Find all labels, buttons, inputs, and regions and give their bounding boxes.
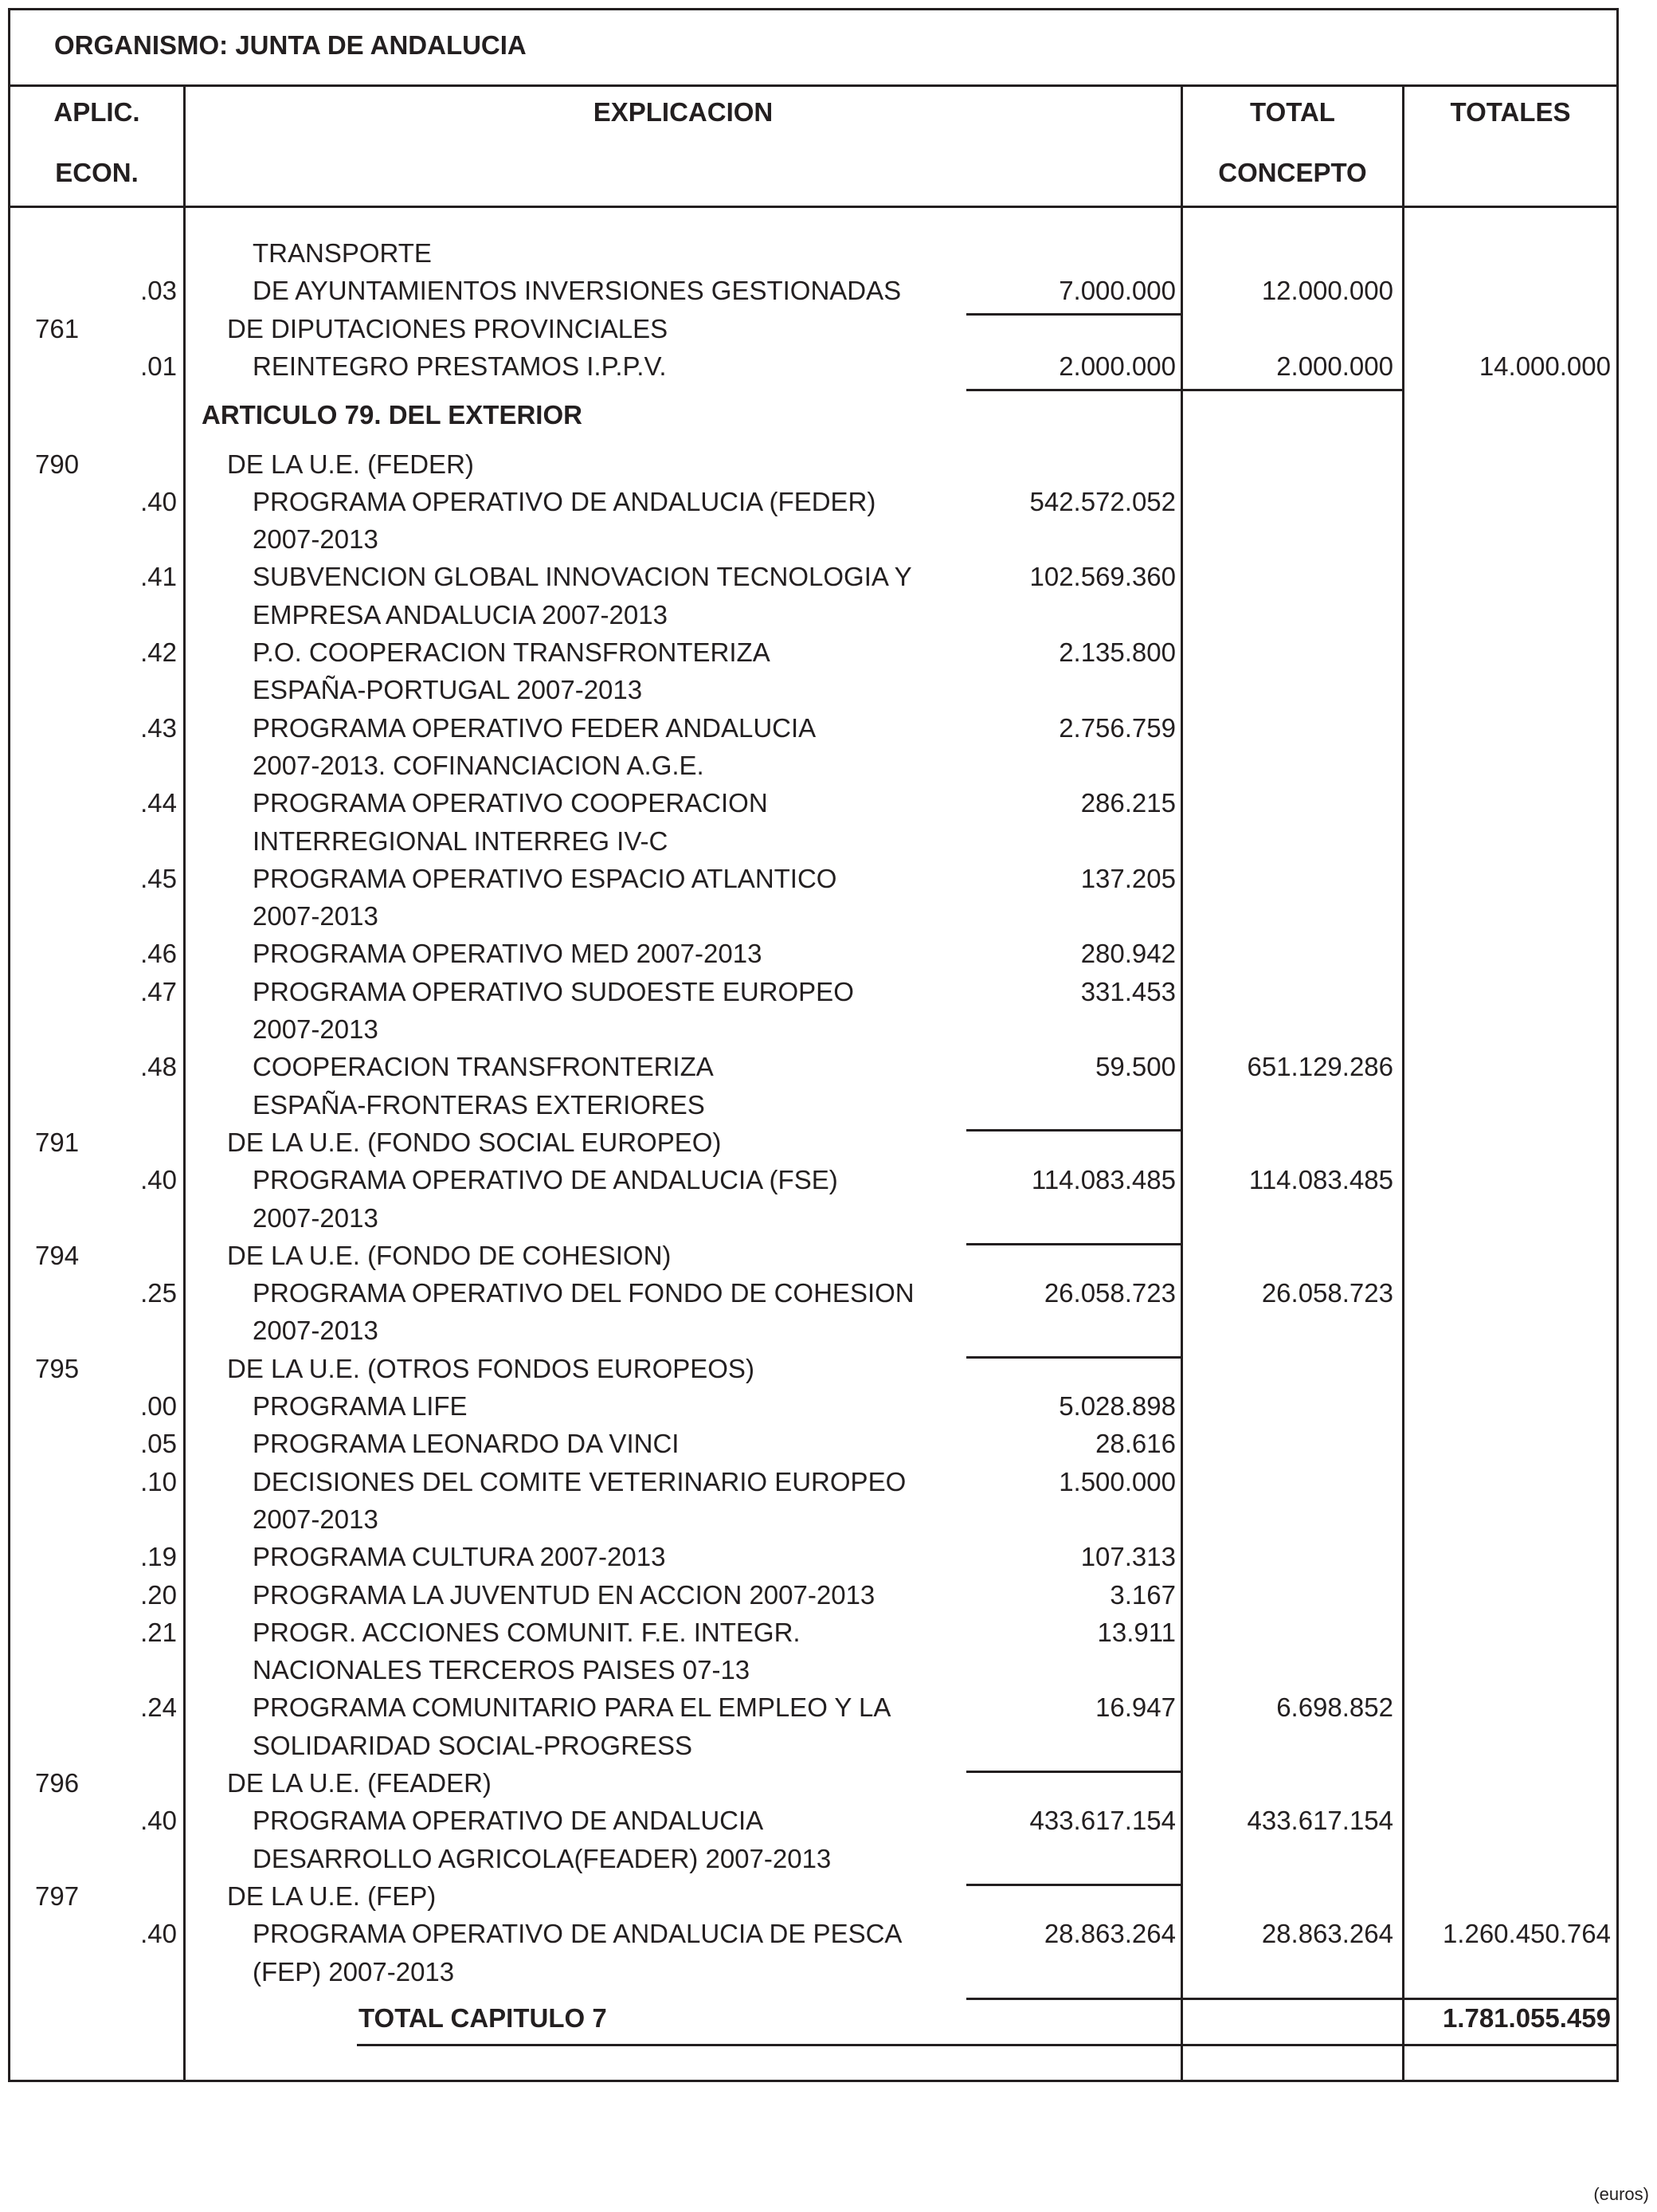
- row-amount: 13.911: [1097, 1618, 1176, 1647]
- row-explicacion: 2007-2013: [253, 1316, 378, 1345]
- row-explicacion: EMPRESA ANDALUCIA 2007-2013: [253, 600, 668, 629]
- row-explicacion: DE LA U.E. (FEADER): [227, 1768, 492, 1798]
- organismo-title: ORGANISMO: JUNTA DE ANDALUCIA: [54, 30, 527, 60]
- row-explicacion: (FEP) 2007-2013: [253, 1957, 455, 1986]
- row-explicacion: 2007-2013: [253, 524, 378, 554]
- subtotal-rule: [966, 1998, 1619, 2000]
- row-amount: 28.616: [1095, 1429, 1176, 1458]
- row-subcode: .44: [140, 788, 177, 818]
- row-totales: 1.260.450.764: [1442, 1919, 1611, 1948]
- row-total-concepto: 651.129.286: [1247, 1052, 1393, 1081]
- row-explicacion: PROGRAMA OPERATIVO DE ANDALUCIA (FEDER): [253, 487, 876, 516]
- header-econ: ECON.: [55, 158, 139, 187]
- row-total-concepto: 28.863.264: [1261, 1919, 1393, 1948]
- header-aplic: APLIC.: [53, 97, 140, 127]
- row-explicacion: DE LA U.E. (FONDO SOCIAL EUROPEO): [227, 1128, 722, 1157]
- row-amount: 2.000.000: [1059, 351, 1176, 381]
- subtotal-rule: [966, 1129, 1181, 1131]
- row-explicacion: PROGRAMA OPERATIVO DE ANDALUCIA (FSE): [253, 1165, 838, 1194]
- row-explicacion: 2007-2013: [253, 1203, 378, 1233]
- row-code: 795: [35, 1354, 80, 1383]
- row-explicacion: INTERREGIONAL INTERREG IV-C: [253, 826, 668, 856]
- row-amount: 286.215: [1080, 788, 1176, 818]
- row-amount: 5.028.898: [1059, 1391, 1176, 1421]
- row-explicacion: PROGRAMA LA JUVENTUD EN ACCION 2007-2013: [253, 1580, 876, 1610]
- row-subcode: .40: [140, 487, 177, 516]
- row-subcode: .46: [140, 939, 177, 968]
- row-explicacion: DECISIONES DEL COMITE VETERINARIO EUROPEO: [253, 1467, 907, 1496]
- row-subcode: .41: [140, 562, 177, 591]
- row-explicacion: DE AYUNTAMIENTOS INVERSIONES GESTIONADAS: [253, 276, 902, 305]
- row-explicacion: DE DIPUTACIONES PROVINCIALES: [227, 314, 668, 343]
- row-explicacion: PROGRAMA OPERATIVO DEL FONDO DE COHESION: [253, 1278, 915, 1308]
- total-capitulo-label: TOTAL CAPITULO 7: [358, 2003, 607, 2033]
- row-explicacion: ESPAÑA-FRONTERAS EXTERIORES: [253, 1090, 705, 1120]
- row-amount: 2.135.800: [1059, 637, 1176, 667]
- row-subcode: .19: [140, 1542, 177, 1571]
- row-subcode: .42: [140, 637, 177, 667]
- subtotal-rule: [966, 1243, 1181, 1245]
- row-explicacion: PROGRAMA OPERATIVO MED 2007-2013: [253, 939, 762, 968]
- row-explicacion: PROGRAMA OPERATIVO ESPACIO ATLANTICO: [253, 864, 837, 893]
- row-explicacion: 2007-2013: [253, 901, 378, 931]
- row-code: 761: [35, 314, 80, 343]
- row-subcode: .25: [140, 1278, 177, 1308]
- row-amount: 26.058.723: [1044, 1278, 1176, 1308]
- row-explicacion: P.O. COOPERACION TRANSFRONTERIZA: [253, 637, 770, 667]
- row-explicacion: 2007-2013. COFINANCIACION A.G.E.: [253, 751, 704, 780]
- row-subcode: .47: [140, 977, 177, 1006]
- row-subcode: .40: [140, 1919, 177, 1948]
- subtotal-rule: [966, 1771, 1181, 1773]
- row-explicacion: REINTEGRO PRESTAMOS I.P.P.V.: [253, 351, 667, 381]
- subtotal-rule: [966, 389, 1402, 391]
- row-explicacion: ESPAÑA-PORTUGAL 2007-2013: [253, 675, 643, 704]
- row-explicacion: DE LA U.E. (FONDO DE COHESION): [227, 1241, 672, 1270]
- row-total-concepto: 12.000.000: [1261, 276, 1393, 305]
- row-subcode: .00: [140, 1391, 177, 1421]
- row-explicacion: DESARROLLO AGRICOLA(FEADER) 2007-2013: [253, 1844, 832, 1873]
- row-explicacion: DE LA U.E. (FEDER): [227, 449, 474, 479]
- row-amount: 16.947: [1095, 1692, 1176, 1722]
- articulo-heading: ARTICULO 79. DEL EXTERIOR: [202, 400, 582, 429]
- row-amount: 542.572.052: [1029, 487, 1176, 516]
- row-explicacion: PROGRAMA LEONARDO DA VINCI: [253, 1429, 680, 1458]
- row-subcode: .05: [140, 1429, 177, 1458]
- row-explicacion: DE LA U.E. (OTROS FONDOS EUROPEOS): [227, 1354, 754, 1383]
- row-subcode: .43: [140, 713, 177, 743]
- row-explicacion: PROGRAMA LIFE: [253, 1391, 468, 1421]
- row-total-concepto: 6.698.852: [1276, 1692, 1393, 1722]
- row-explicacion: 2007-2013: [253, 1504, 378, 1534]
- row-explicacion: NACIONALES TERCEROS PAISES 07-13: [253, 1655, 750, 1684]
- header-explicacion: EXPLICACION: [593, 97, 774, 127]
- row-amount: 433.617.154: [1029, 1806, 1176, 1835]
- row-explicacion: PROGRAMA OPERATIVO SUDOESTE EUROPEO: [253, 977, 854, 1006]
- row-total-concepto: 2.000.000: [1276, 351, 1393, 381]
- row-code: 791: [35, 1128, 80, 1157]
- row-explicacion: PROGRAMA OPERATIVO FEDER ANDALUCIA: [253, 713, 817, 743]
- header-bottom-rule: [8, 206, 1619, 208]
- row-explicacion: PROGR. ACCIONES COMUNIT. F.E. INTEGR.: [253, 1618, 801, 1647]
- row-explicacion: PROGRAMA OPERATIVO COOPERACION: [253, 788, 768, 818]
- row-amount: 1.500.000: [1059, 1467, 1176, 1496]
- row-totales: 14.000.000: [1479, 351, 1611, 381]
- header-concepto: CONCEPTO: [1218, 158, 1367, 187]
- row-subcode: .01: [140, 351, 177, 381]
- unit-label: (euros): [1593, 2184, 1649, 2204]
- row-amount: 331.453: [1080, 977, 1176, 1006]
- row-subcode: .45: [140, 864, 177, 893]
- row-amount: 137.205: [1080, 864, 1176, 893]
- row-subcode: .21: [140, 1618, 177, 1647]
- row-subcode: .48: [140, 1052, 177, 1081]
- row-explicacion: PROGRAMA OPERATIVO DE ANDALUCIA: [253, 1806, 764, 1835]
- row-explicacion: PROGRAMA COMUNITARIO PARA EL EMPLEO Y LA: [253, 1692, 891, 1722]
- row-explicacion: COOPERACION TRANSFRONTERIZA: [253, 1052, 714, 1081]
- row-explicacion: PROGRAMA CULTURA 2007-2013: [253, 1542, 666, 1571]
- row-subcode: .10: [140, 1467, 177, 1496]
- subtotal-rule: [966, 1884, 1181, 1886]
- header-top-rule: [8, 84, 1619, 87]
- column-divider-3: [1402, 84, 1404, 2082]
- row-total-concepto: 114.083.485: [1248, 1165, 1393, 1194]
- total-capitulo-value: 1.781.055.459: [1442, 2003, 1611, 2033]
- row-amount: 114.083.485: [1031, 1165, 1176, 1194]
- row-explicacion: DE LA U.E. (FEP): [227, 1881, 437, 1911]
- row-code: 794: [35, 1241, 80, 1270]
- row-code: 790: [35, 449, 80, 479]
- header-total: TOTAL: [1250, 97, 1335, 127]
- row-code: 797: [35, 1881, 80, 1911]
- column-divider-1: [183, 84, 186, 2082]
- header-totales: TOTALES: [1450, 97, 1571, 127]
- row-subcode: .40: [140, 1165, 177, 1194]
- row-amount: 59.500: [1095, 1052, 1176, 1081]
- total-bottom-rule: [357, 2044, 1619, 2046]
- subtotal-rule: [966, 313, 1181, 316]
- row-subcode: .20: [140, 1580, 177, 1610]
- row-total-concepto: 26.058.723: [1261, 1278, 1393, 1308]
- row-amount: 107.313: [1080, 1542, 1176, 1571]
- row-subcode: .40: [140, 1806, 177, 1835]
- row-total-concepto: 433.617.154: [1247, 1806, 1393, 1835]
- row-amount: 3.167: [1110, 1580, 1176, 1610]
- row-subcode: .24: [140, 1692, 177, 1722]
- row-explicacion: PROGRAMA OPERATIVO DE ANDALUCIA DE PESCA: [253, 1919, 903, 1948]
- row-amount: 2.756.759: [1059, 713, 1176, 743]
- column-divider-2: [1181, 84, 1183, 2082]
- row-explicacion: SOLIDARIDAD SOCIAL-PROGRESS: [253, 1731, 692, 1760]
- subtotal-rule: [966, 1356, 1181, 1359]
- row-explicacion: TRANSPORTE: [253, 238, 432, 268]
- row-amount: 28.863.264: [1044, 1919, 1176, 1948]
- row-explicacion: SUBVENCION GLOBAL INNOVACION TECNOLOGIA Y: [253, 562, 912, 591]
- row-code: 796: [35, 1768, 80, 1798]
- row-subcode: .03: [140, 276, 177, 305]
- row-amount: 280.942: [1080, 939, 1176, 968]
- row-explicacion: 2007-2013: [253, 1014, 378, 1044]
- row-amount: 7.000.000: [1059, 276, 1176, 305]
- row-amount: 102.569.360: [1029, 562, 1176, 591]
